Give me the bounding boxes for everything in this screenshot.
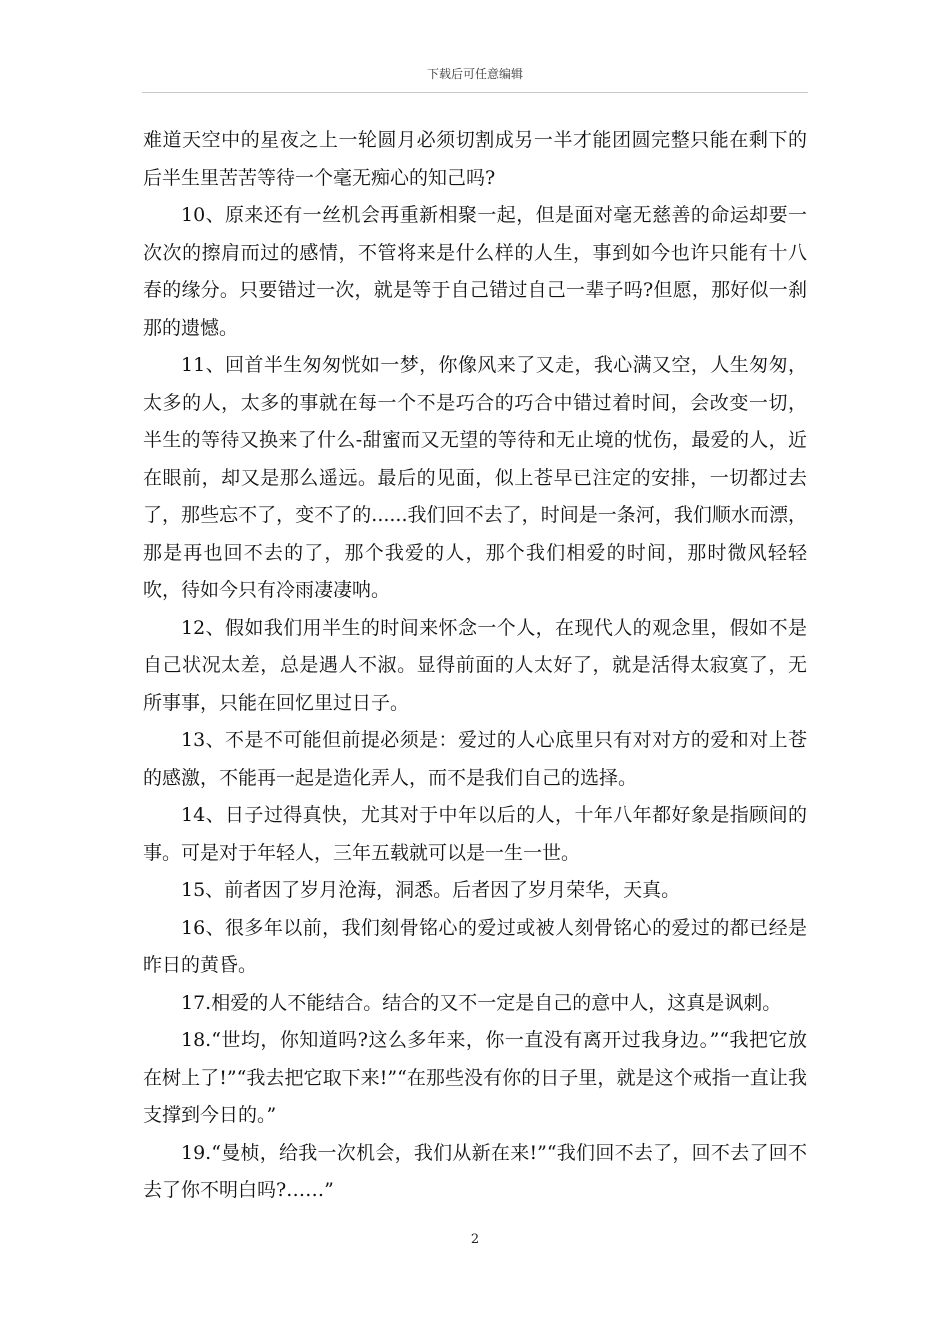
- paragraph-13: 13、不是不可能但前提必须是：爱过的人心底里只有对对方的爱和对上苍的感激，不能再一起是造化弄人，而不是我们自己的选择。: [143, 729, 807, 789]
- paragraph-17: 17.相爱的人不能结合。结合的又不一定是自己的意中人，这真是讽刺。: [181, 991, 782, 1014]
- paragraph-16: 16、很多年以前，我们刻骨铭心的爱过或被人刻骨铭心的爱过的都已经是昨日的黄昏。: [143, 916, 807, 976]
- paragraph-12: 12、假如我们用半生的时间来怀念一个人，在现代人的观念里，假如不是自己状况太差，总是遇人不淑。显得前面的人太好了，就是活得太寂寞了，无所事事，只能在回忆里过日子。: [143, 616, 807, 714]
- page-header: 下载后可任意编辑: [426, 67, 523, 81]
- paragraph-19: 19.“曼桢，给我一次机会，我们从新在来!”“我们回不去了，回不去了回不去了你不明白吗?……”: [143, 1141, 807, 1201]
- paragraph-11: 11、回首半生匆匆恍如一梦，你像风来了又走，我心满又空，人生匆匆，太多的人，太多的事就在每一个不是巧合的巧合中错过着时间，会改变一切，半生的等待又换来了什么-甜蜜而又无望的等待和无止境的忧伤，最爱的人，近在眼前，却又是那么遥远。最后的见面，似上苍早已注定的安排，一切都过去了，那些忘不了，变不了的......我们回不去了，时间是一条河，我们顺水而漂，那是再也回不去的了，那个我爱的人，那个我们相爱的时间，那时微风轻轻吹，待如今只有冷雨凄凄呐。: [143, 354, 807, 601]
- paragraph-18: 18.“世均，你知道吗?这么多年来，你一直没有离开过我身边。”“我把它放在树上了!”“我去把它取下来!”“在那些没有你的日子里，就是这个戒指一直让我支撑到今日的。”: [143, 1029, 807, 1126]
- header-divider: [142, 92, 808, 93]
- document-body: [143, 122, 807, 1210]
- paragraph-continued: 难道天空中的星夜之上一轮圆月必须切割成另一半才能团圆完整只能在剩下的后半生里苦苦等待一个毫无痴心的知己吗?: [143, 129, 807, 189]
- paragraph-15: 15、前者因了岁月沧海，洞悉。后者因了岁月荣华，天真。: [181, 879, 681, 901]
- paragraph-10: 10、原来还有一丝机会再重新相聚一起，但是面对毫无慈善的命运却要一次次的擦肩而过的感情，不管将来是什么样的人生，事到如今也许只能有十八春的缘分。只要错过一次，就是等于自己错过自己一辈子吗?但愿，那好似一刹那的遗憾。: [143, 204, 807, 339]
- page-number: 2: [470, 1232, 480, 1247]
- paragraph-14: 14、日子过得真快，尤其对于中年以后的人，十年八年都好象是指顾间的事。可是对于年轻人，三年五载就可以是一生一世。: [143, 804, 807, 864]
